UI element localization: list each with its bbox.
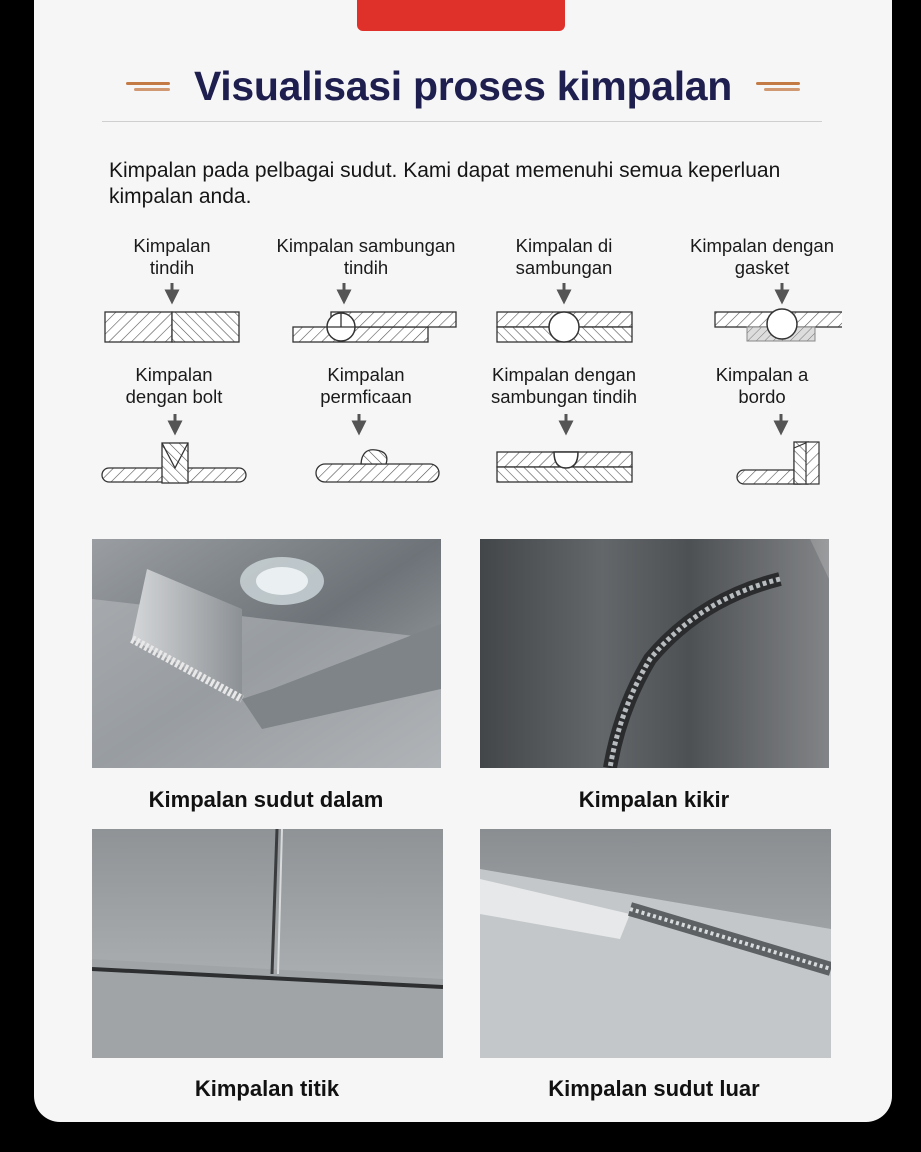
diagram-surface-weld — [266, 364, 466, 488]
lap-joint-weld-diagram-icon — [271, 279, 461, 349]
lap-joint-groove-weld-diagram-icon — [484, 408, 644, 488]
joint-weld-diagram-icon — [484, 279, 644, 349]
gasket-weld-diagram-icon — [682, 279, 842, 349]
diagram-lap-joint-weld — [266, 235, 466, 349]
photo-spot-weld — [92, 829, 443, 1058]
inner-corner-weld-image — [92, 539, 441, 768]
diagram-label: Kimpalan a bordo — [715, 364, 809, 407]
photo-outer-corner-weld — [480, 829, 831, 1058]
diagram-label: Kimpalan dengan sambungan tindih — [490, 364, 638, 407]
diagram-label: Kimpalan tindih — [133, 235, 211, 278]
diagram-gasket-weld — [662, 235, 862, 349]
diagram-label: Kimpalan dengan gasket — [690, 235, 834, 278]
bolt-weld-diagram-icon — [94, 408, 254, 488]
intro-text: Kimpalan pada pelbagai sudut. Kami dapat memenuhi semua keperluan kimpalan anda. — [109, 159, 781, 208]
photo-fillet-weld — [480, 539, 829, 768]
fillet-weld-image — [480, 539, 829, 768]
double-dash-decoration-right-icon — [756, 80, 800, 92]
photo-caption: Kimpalan titik — [194, 1076, 340, 1101]
diagram-label: Kimpalan di sambungan — [515, 235, 613, 278]
lap-weld-diagram-icon — [92, 279, 252, 349]
photo-caption: Kimpalan sudut luar — [548, 1076, 760, 1101]
photo-inner-corner-weld — [92, 539, 441, 768]
page-title: Visualisasi proses kimpalan — [193, 62, 733, 109]
diagram-label: Kimpalan dengan bolt — [125, 364, 223, 407]
edge-weld-diagram-icon — [682, 408, 842, 488]
surface-weld-diagram-icon — [286, 408, 446, 488]
diagram-label: Kimpalan sambungan tindih — [276, 235, 456, 278]
diagram-edge-weld — [662, 364, 862, 488]
title-row — [34, 62, 892, 110]
diagram-bolt-weld — [74, 364, 274, 488]
diagram-lap-joint-groove-weld — [464, 364, 664, 488]
diagram-label: Kimpalan permficaan — [320, 364, 412, 407]
photo-caption: Kimpalan kikir — [578, 787, 730, 812]
welding-visualization-card — [34, 0, 892, 1122]
diagram-joint-weld — [464, 235, 664, 349]
red-header-tab — [357, 0, 565, 31]
spot-weld-image — [92, 829, 443, 1058]
photo-caption: Kimpalan sudut dalam — [148, 787, 384, 812]
diagram-lap-weld — [72, 235, 272, 349]
double-dash-decoration-left-icon — [126, 80, 170, 92]
title-divider — [102, 121, 822, 122]
outer-corner-weld-image — [480, 829, 831, 1058]
